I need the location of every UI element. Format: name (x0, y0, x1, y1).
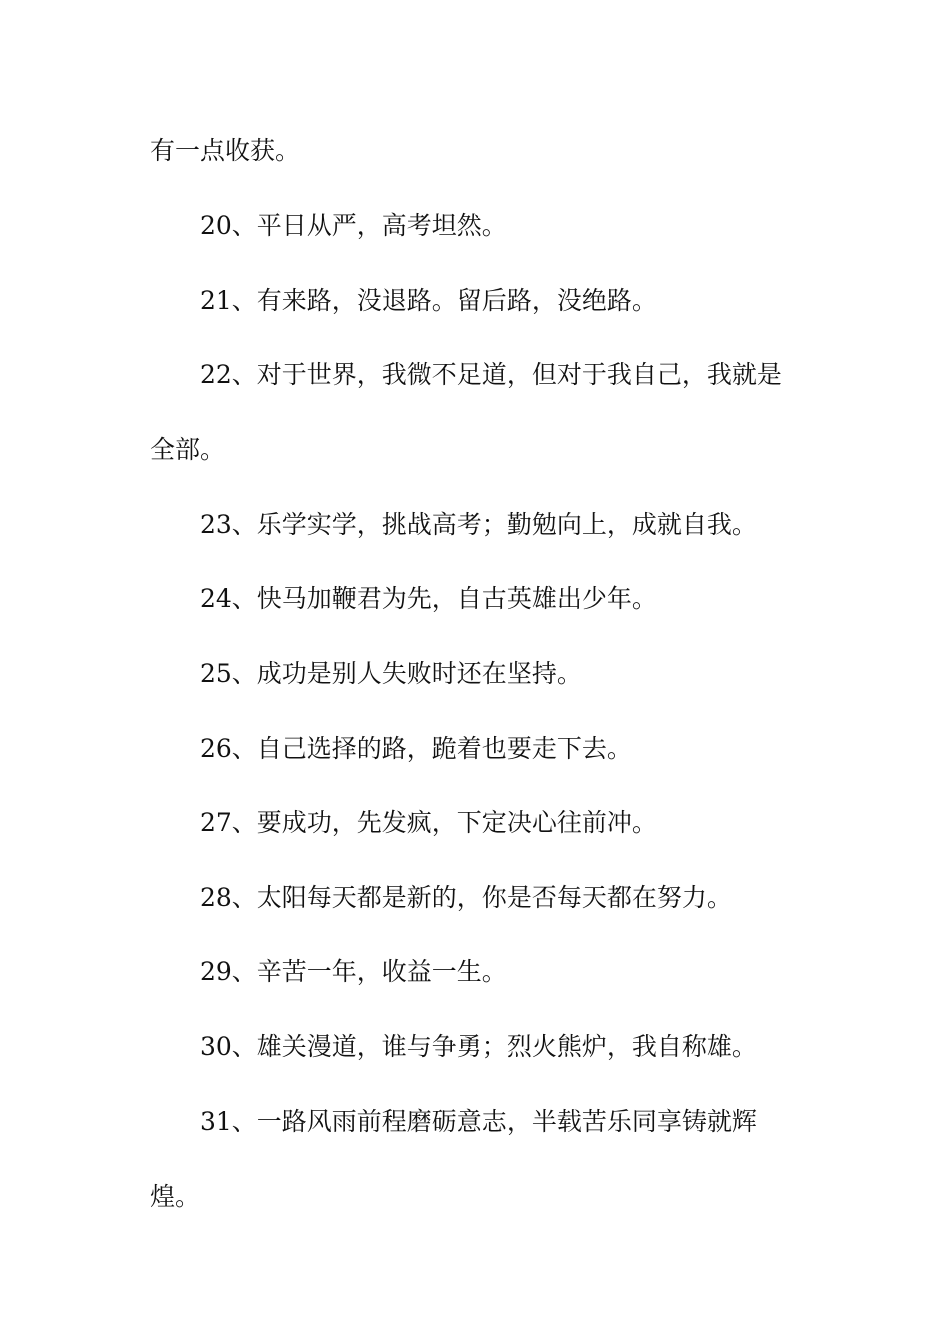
text-line: 全部。 (150, 435, 226, 464)
text-line: 27、要成功，先发疯，下定决心往前冲。 (200, 808, 657, 837)
text-line: 21、有来路，没退路。留后路，没绝路。 (200, 286, 657, 315)
text-line: 30、雄关漫道，谁与争勇；烈火熊炉，我自称雄。 (200, 1032, 757, 1061)
text-line: 28、太阳每天都是新的，你是否每天都在努力。 (200, 883, 732, 912)
text-line: 煌。 (150, 1182, 201, 1211)
text-line: 31、一路风雨前程磨砺意志，半载苦乐同享铸就辉 (200, 1107, 757, 1136)
text-line: 23、乐学实学，挑战高考；勤勉向上，成就自我。 (200, 510, 757, 539)
text-line: 22、对于世界，我微不足道，但对于我自己，我就是 (200, 360, 782, 389)
text-line: 20、平日从严，高考坦然。 (200, 211, 507, 240)
text-line: 29、辛苦一年，收益一生。 (200, 957, 507, 986)
text-line: 有一点收获。 (150, 136, 301, 165)
text-line: 25、成功是别人失败时还在坚持。 (200, 659, 582, 688)
text-line: 24、快马加鞭君为先，自古英雄出少年。 (200, 584, 657, 613)
text-line: 26、自己选择的路，跪着也要走下去。 (200, 734, 632, 763)
